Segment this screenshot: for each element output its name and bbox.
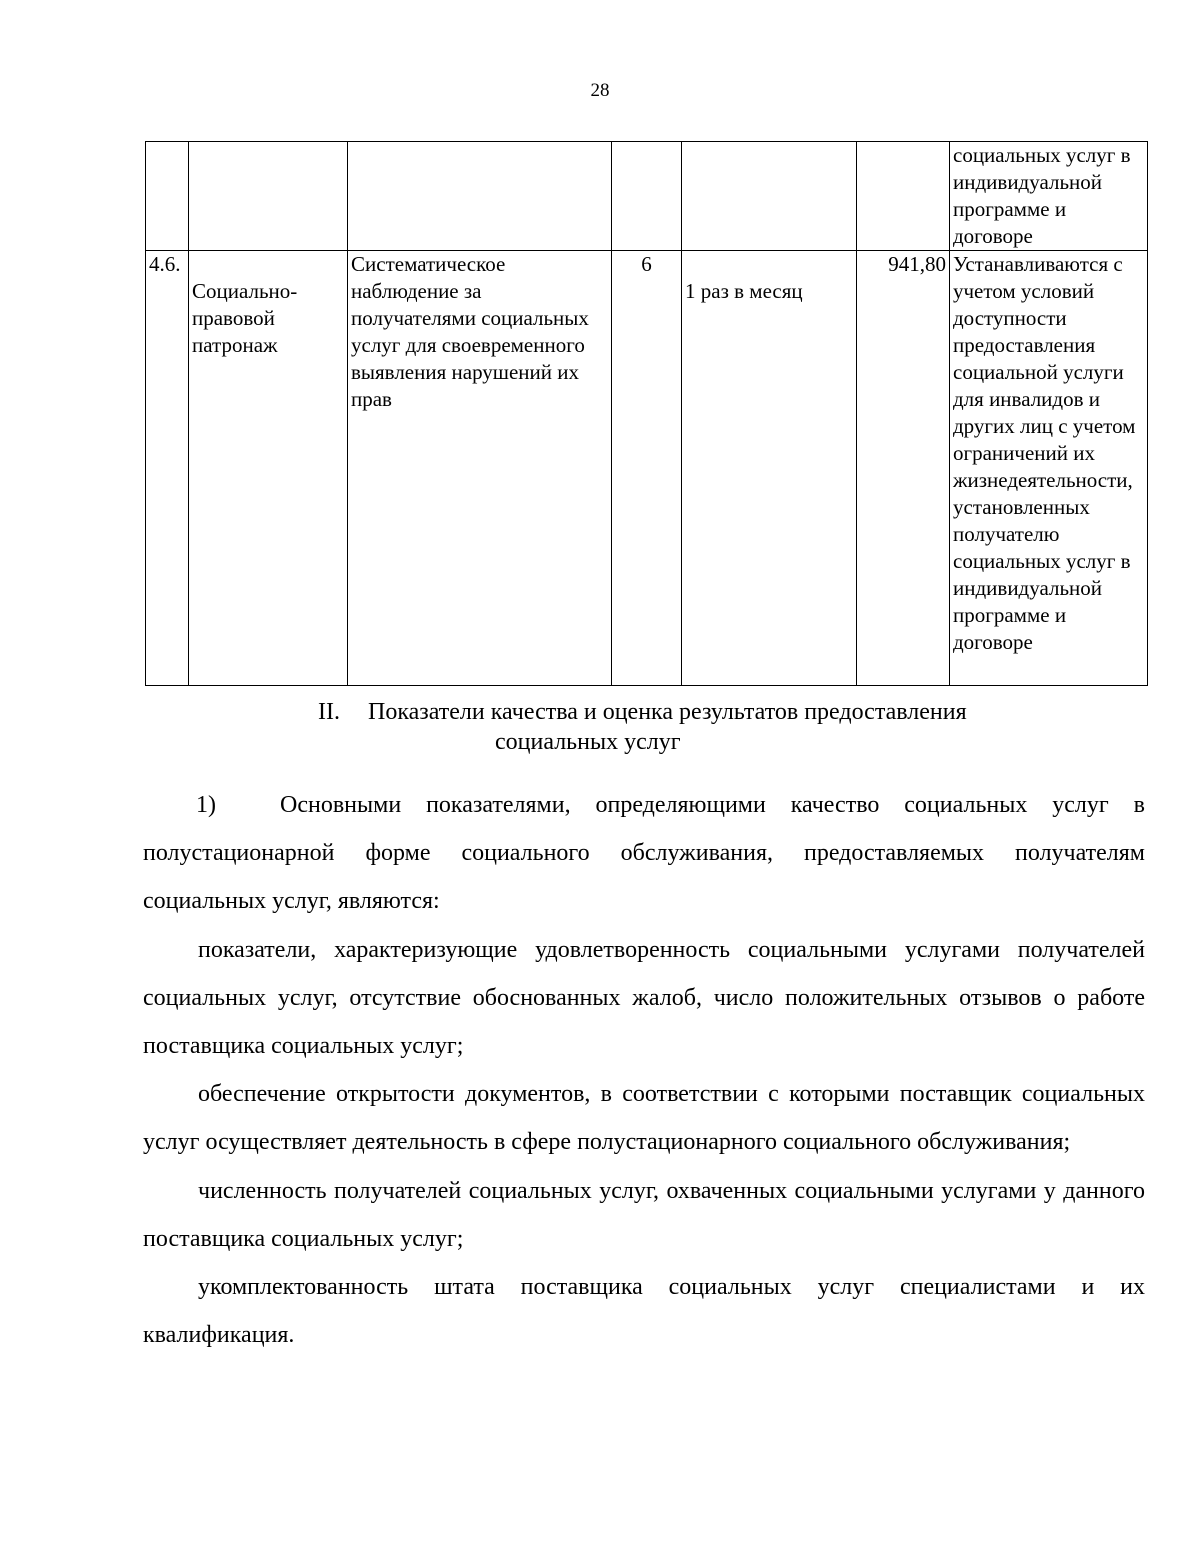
cell-price-empty: [857, 142, 950, 251]
paragraph-4: численность получателей социальных услуг, охваченных социальными услугами у данного поставщика социальных услуг;: [143, 1177, 1145, 1252]
cell-number-empty: [146, 142, 189, 251]
cell-conditions: Устанавливаются с учетом условий доступности предоставления социальной услуги для инвалидов и других лиц с учетом ограничений их жизнедеятельности, установленных получателю социальных услуг в индивидуальной программе и договоре: [950, 251, 1148, 686]
cell-description-empty: [348, 142, 612, 251]
paragraph-5: укомплектованность штата поставщика социальных услуг специалистами и их квалификация.: [143, 1274, 1145, 1348]
section-title-part1: Показатели качества и оценка результатов предоставления: [368, 699, 967, 725]
section-roman-numeral: II.: [318, 699, 340, 725]
service-name-text: Социально-правовой патронаж: [192, 279, 298, 357]
cell-description: Систематическое наблюдение за получателями социальных услуг для своевременного выявления нарушений их прав: [348, 251, 612, 686]
table-row-4-6: [146, 251, 1148, 686]
paragraph-1: [143, 781, 1145, 925]
page-number: 28: [590, 80, 610, 101]
cell-price: 941,80: [857, 251, 950, 686]
cell-service-name: [189, 251, 348, 686]
cell-frequency-empty: [682, 142, 857, 251]
paragraph-1-number: 1): [196, 792, 216, 818]
paragraph-1-text: Основными показателями, определяющими качество социальных услуг в полустационарной форме социального обслуживания, предоставляемых получателям социальных услуг, являются:: [143, 792, 1145, 914]
paragraph-2: показатели, характеризующие удовлетворенность социальными услугами получателей социальных услуг, отсутствие обоснованных жалоб, число положительных отзывов о работе поставщика социальных услуг;: [143, 936, 1145, 1059]
cell-volume-empty: [612, 142, 682, 251]
cell-volume: 6: [612, 251, 682, 686]
cell-name-empty: [189, 142, 348, 251]
cell-frequency: [682, 251, 857, 686]
section-title-part2: социальных услуг: [495, 729, 681, 755]
section-heading-line1: [318, 697, 967, 727]
services-table: [145, 141, 1148, 686]
paragraph-3: обеспечение открытости документов, в соответствии с которыми поставщик социальных услуг осуществляет деятельность в сфере полустационарного социального обслуживания;: [143, 1081, 1145, 1155]
cell-number: 4.6.: [146, 251, 189, 686]
cell-conditions-continued: социальных услуг в индивидуальной программе и договоре: [950, 142, 1148, 251]
frequency-text: 1 раз в месяц: [685, 279, 803, 303]
body-text: [143, 781, 1145, 1360]
table-row-continuation: [146, 142, 1148, 251]
